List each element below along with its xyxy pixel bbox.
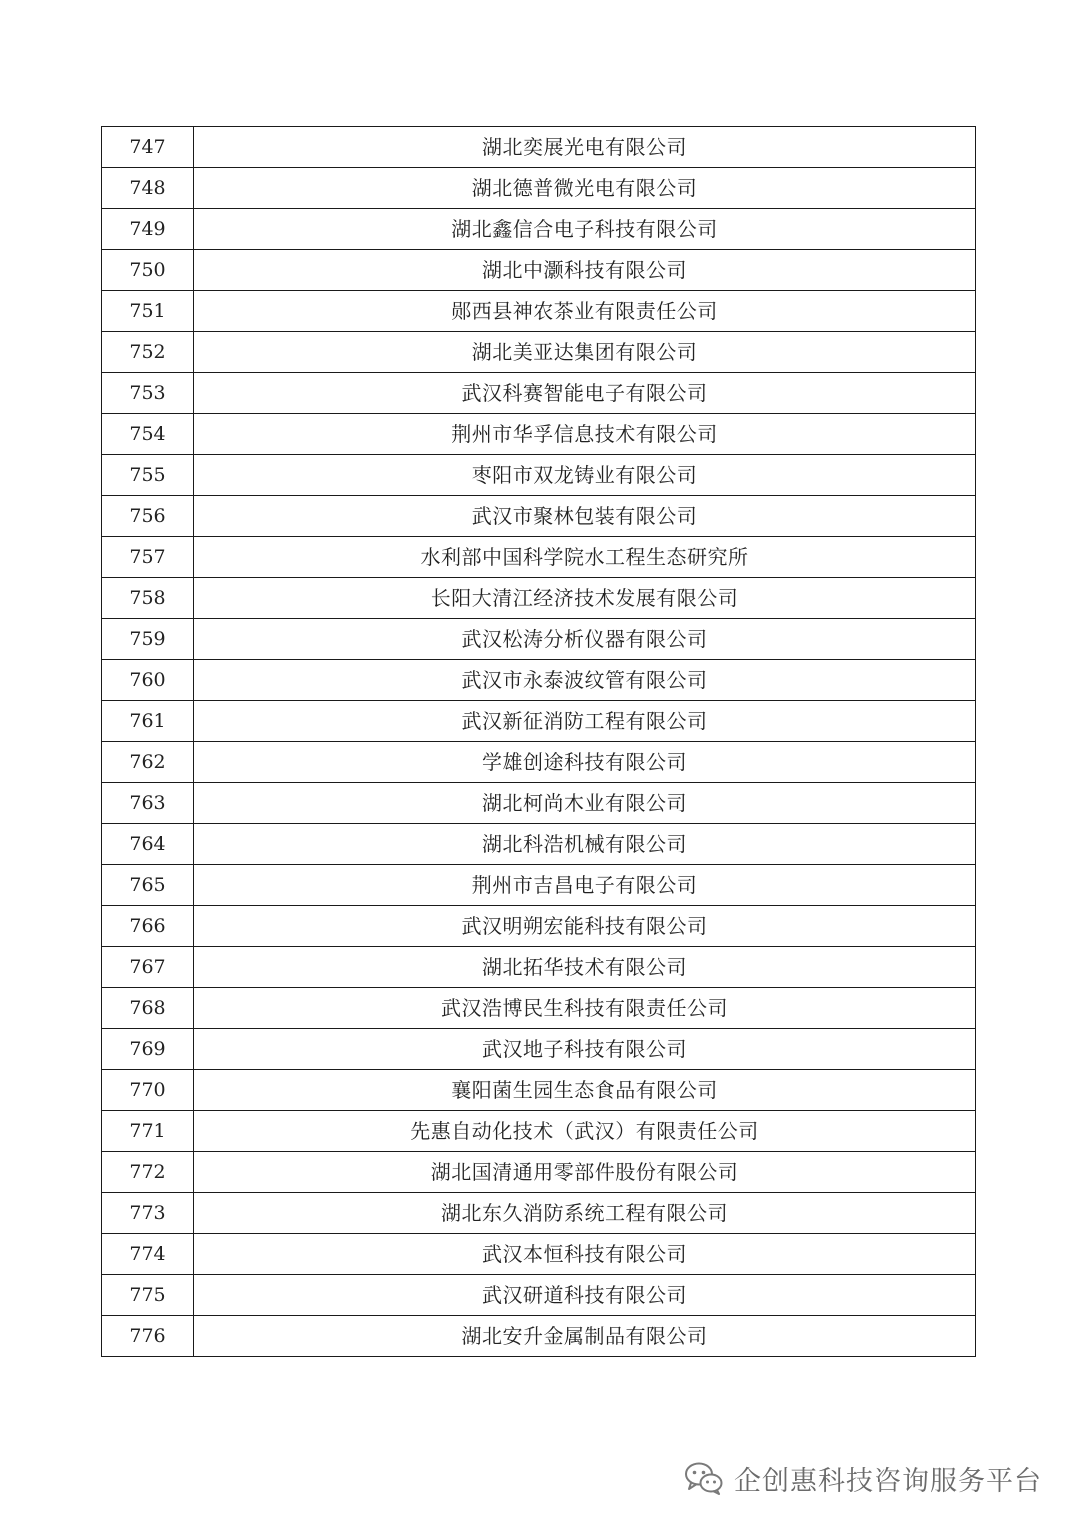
watermark-text: 企创惠科技咨询服务平台 <box>734 1465 1042 1497</box>
company-name-cell: 武汉地子科技有限公司 <box>194 1029 976 1070</box>
company-list-table-wrapper <box>101 126 976 1357</box>
company-name-cell: 武汉研道科技有限公司 <box>194 1275 976 1316</box>
table-row <box>102 824 976 865</box>
row-number-cell: 748 <box>102 168 194 209</box>
row-number-cell: 760 <box>102 660 194 701</box>
company-name-cell: 枣阳市双龙铸业有限公司 <box>194 455 976 496</box>
table-body <box>102 127 976 1357</box>
table-row <box>102 906 976 947</box>
table-row <box>102 783 976 824</box>
row-number-cell: 770 <box>102 1070 194 1111</box>
table-row <box>102 455 976 496</box>
table-row <box>102 1111 976 1152</box>
watermark <box>684 1458 1042 1498</box>
table-row <box>102 209 976 250</box>
table-row <box>102 414 976 455</box>
row-number-cell: 747 <box>102 127 194 168</box>
table-row <box>102 1029 976 1070</box>
company-name-cell: 湖北鑫信合电子科技有限公司 <box>194 209 976 250</box>
company-name-cell: 长阳大清江经济技术发展有限公司 <box>194 578 976 619</box>
company-name-cell: 武汉科赛智能电子有限公司 <box>194 373 976 414</box>
table-row <box>102 332 976 373</box>
row-number-cell: 772 <box>102 1152 194 1193</box>
company-name-cell: 湖北德普微光电有限公司 <box>194 168 976 209</box>
row-number-cell: 763 <box>102 783 194 824</box>
company-name-cell: 湖北中灏科技有限公司 <box>194 250 976 291</box>
company-name-cell: 湖北奕展光电有限公司 <box>194 127 976 168</box>
row-number-cell: 762 <box>102 742 194 783</box>
company-name-cell: 荆州市吉昌电子有限公司 <box>194 865 976 906</box>
row-number-cell: 765 <box>102 865 194 906</box>
company-name-cell: 湖北安升金属制品有限公司 <box>194 1316 976 1357</box>
row-number-cell: 754 <box>102 414 194 455</box>
row-number-cell: 773 <box>102 1193 194 1234</box>
company-name-cell: 武汉松涛分析仪器有限公司 <box>194 619 976 660</box>
table-row <box>102 619 976 660</box>
table-row <box>102 127 976 168</box>
row-number-cell: 755 <box>102 455 194 496</box>
row-number-cell: 771 <box>102 1111 194 1152</box>
table-row <box>102 537 976 578</box>
table-row <box>102 373 976 414</box>
row-number-cell: 752 <box>102 332 194 373</box>
wechat-icon <box>684 1461 724 1495</box>
row-number-cell: 759 <box>102 619 194 660</box>
row-number-cell: 756 <box>102 496 194 537</box>
row-number-cell: 749 <box>102 209 194 250</box>
company-name-cell: 襄阳菌生园生态食品有限公司 <box>194 1070 976 1111</box>
company-name-cell: 武汉本恒科技有限公司 <box>194 1234 976 1275</box>
row-number-cell: 757 <box>102 537 194 578</box>
company-name-cell: 湖北东久消防系统工程有限公司 <box>194 1193 976 1234</box>
company-name-cell: 湖北美亚达集团有限公司 <box>194 332 976 373</box>
row-number-cell: 753 <box>102 373 194 414</box>
company-list-table <box>101 126 976 1357</box>
row-number-cell: 776 <box>102 1316 194 1357</box>
company-name-cell: 武汉明朔宏能科技有限公司 <box>194 906 976 947</box>
table-row <box>102 1275 976 1316</box>
table-row <box>102 496 976 537</box>
company-name-cell: 武汉市永泰波纹管有限公司 <box>194 660 976 701</box>
row-number-cell: 758 <box>102 578 194 619</box>
table-row <box>102 250 976 291</box>
table-row <box>102 1070 976 1111</box>
table-row <box>102 865 976 906</box>
company-name-cell: 武汉市聚林包装有限公司 <box>194 496 976 537</box>
row-number-cell: 768 <box>102 988 194 1029</box>
row-number-cell: 775 <box>102 1275 194 1316</box>
table-row <box>102 701 976 742</box>
company-name-cell: 郧西县神农茶业有限责任公司 <box>194 291 976 332</box>
row-number-cell: 769 <box>102 1029 194 1070</box>
company-name-cell: 湖北拓华技术有限公司 <box>194 947 976 988</box>
row-number-cell: 764 <box>102 824 194 865</box>
row-number-cell: 767 <box>102 947 194 988</box>
company-name-cell: 武汉新征消防工程有限公司 <box>194 701 976 742</box>
row-number-cell: 750 <box>102 250 194 291</box>
table-row <box>102 578 976 619</box>
table-row <box>102 1152 976 1193</box>
company-name-cell: 湖北柯尚木业有限公司 <box>194 783 976 824</box>
company-name-cell: 荆州市华孚信息技术有限公司 <box>194 414 976 455</box>
table-row <box>102 947 976 988</box>
table-row <box>102 1316 976 1357</box>
row-number-cell: 766 <box>102 906 194 947</box>
company-name-cell: 武汉浩博民生科技有限责任公司 <box>194 988 976 1029</box>
table-row <box>102 1193 976 1234</box>
row-number-cell: 774 <box>102 1234 194 1275</box>
table-row <box>102 660 976 701</box>
table-row <box>102 1234 976 1275</box>
company-name-cell: 湖北国清通用零部件股份有限公司 <box>194 1152 976 1193</box>
company-name-cell: 学雄创途科技有限公司 <box>194 742 976 783</box>
table-row <box>102 291 976 332</box>
row-number-cell: 751 <box>102 291 194 332</box>
row-number-cell: 761 <box>102 701 194 742</box>
table-row <box>102 988 976 1029</box>
company-name-cell: 水利部中国科学院水工程生态研究所 <box>194 537 976 578</box>
table-row <box>102 742 976 783</box>
company-name-cell: 先惠自动化技术（武汉）有限责任公司 <box>194 1111 976 1152</box>
table-row <box>102 168 976 209</box>
company-name-cell: 湖北科浩机械有限公司 <box>194 824 976 865</box>
